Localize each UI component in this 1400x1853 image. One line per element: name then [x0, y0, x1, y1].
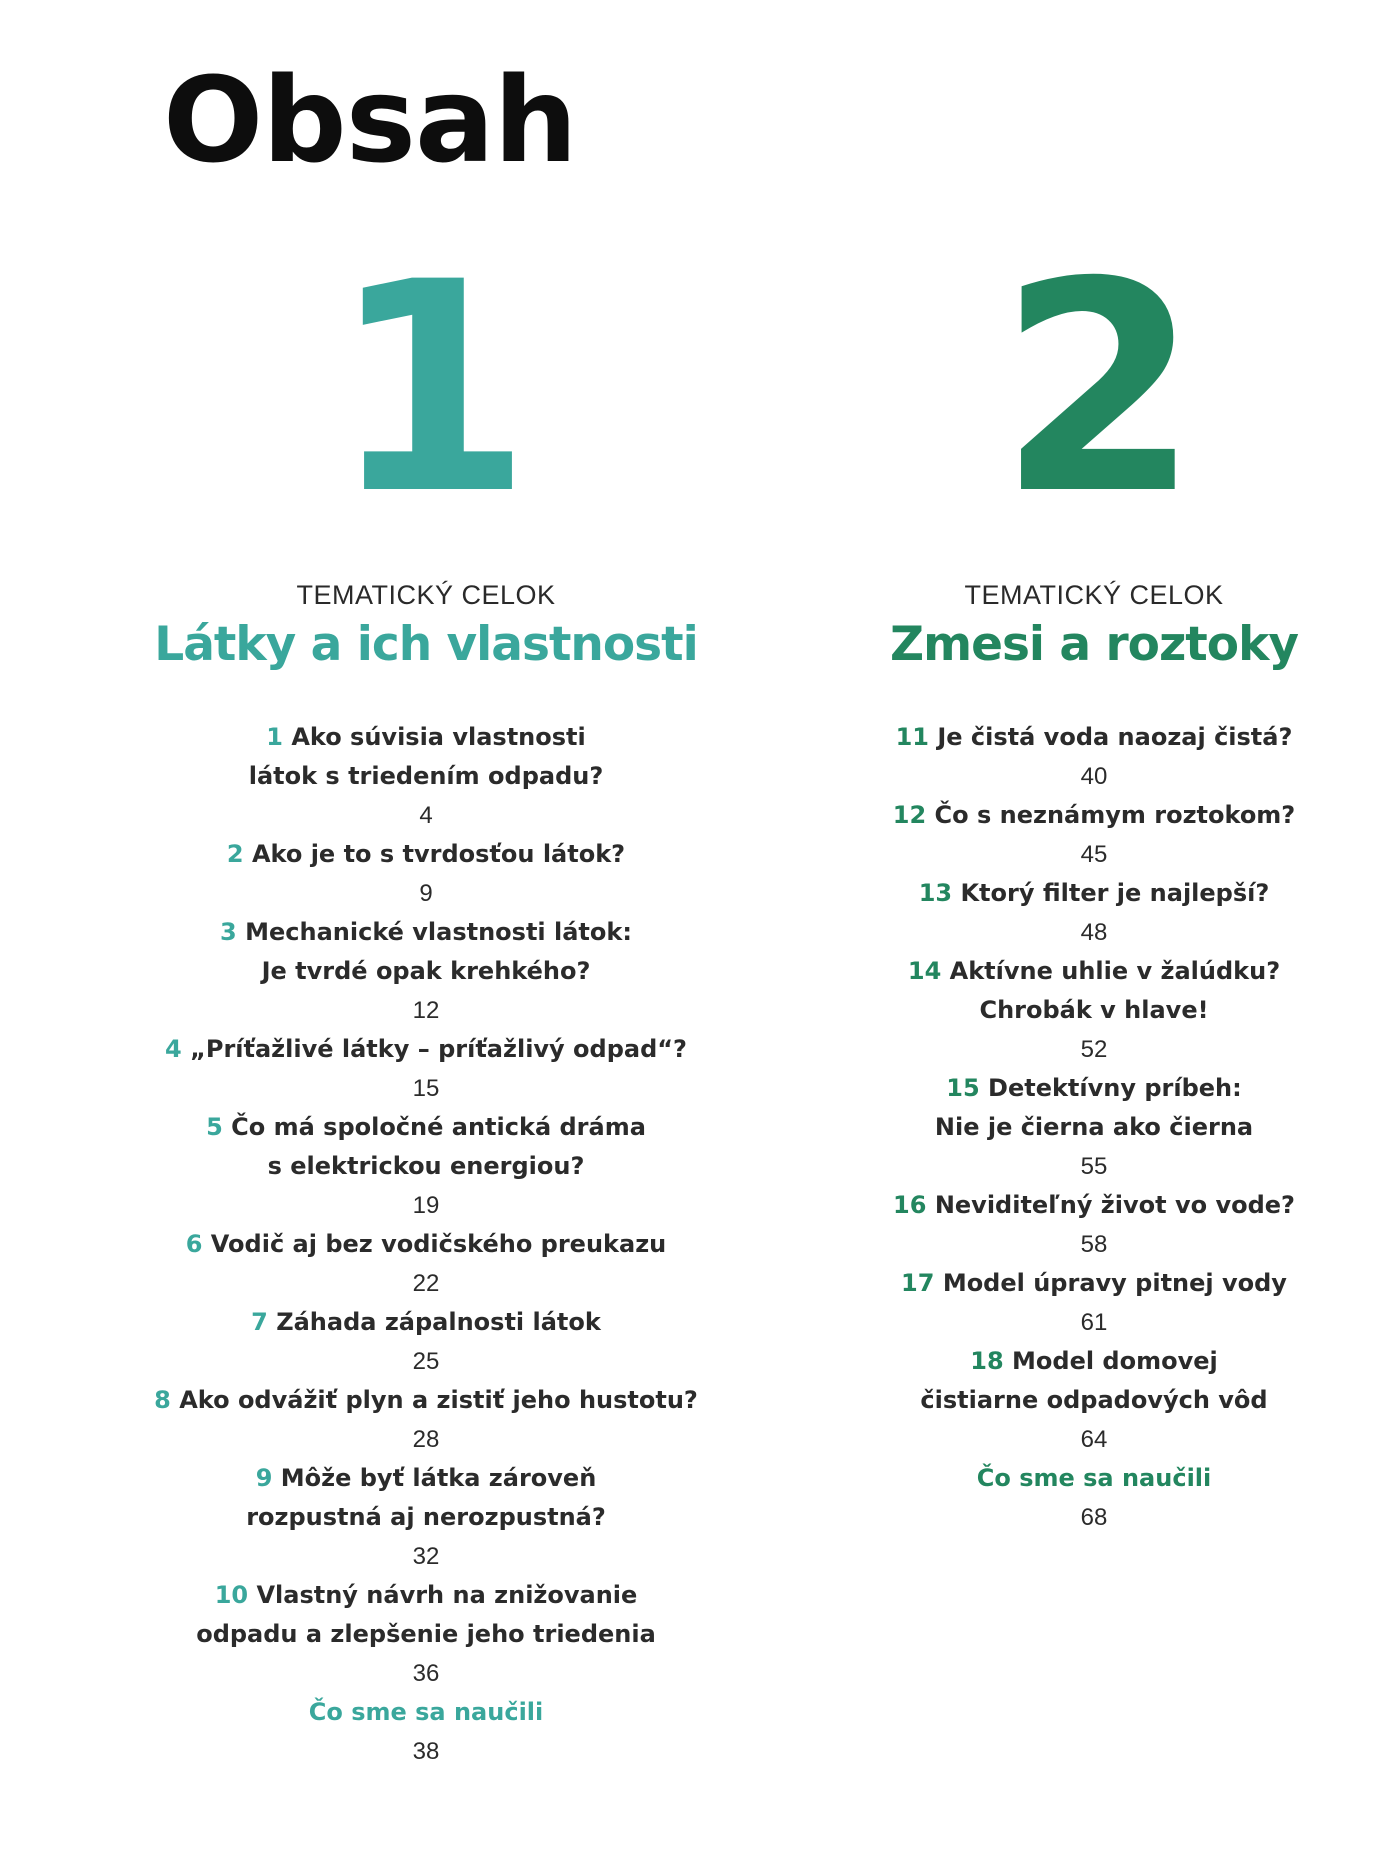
- toc-entry-line: [86, 913, 766, 952]
- toc-entry-page: 9: [419, 880, 433, 907]
- toc-entry-text: Je tvrdé opak krehkého?: [261, 957, 591, 985]
- toc-entry-title: [86, 1108, 766, 1186]
- unit-1-label: TEMATICKÝ CELOK: [296, 580, 556, 610]
- toc-entry-number: 15: [946, 1074, 980, 1102]
- toc-entry[interactable]: [86, 1225, 766, 1303]
- toc-entry-title: [86, 1303, 766, 1342]
- toc-entry-text: Nie je čierna ako čierna: [934, 1113, 1254, 1141]
- toc-entry-line: [86, 757, 766, 796]
- toc-entry-number: 14: [907, 957, 942, 985]
- toc-entry-text: Je čistá voda naozaj čistá?: [937, 723, 1293, 751]
- toc-entry[interactable]: [754, 1069, 1400, 1186]
- toc-entry-title: [86, 1381, 766, 1420]
- toc-entry[interactable]: [86, 1108, 766, 1225]
- toc-entry-title: [754, 1342, 1400, 1420]
- toc-entry-number: 12: [892, 801, 927, 829]
- toc-entry[interactable]: [754, 1186, 1400, 1264]
- toc-entry[interactable]: [86, 1381, 766, 1459]
- toc-entry[interactable]: [86, 913, 766, 1030]
- toc-entry-title: [86, 1225, 766, 1264]
- toc-entry-number: 16: [893, 1191, 927, 1219]
- toc-entry-page: 58: [1080, 1231, 1108, 1258]
- toc-entry-title: [754, 874, 1400, 913]
- toc-entry-title: [86, 718, 766, 796]
- toc-entry-text: s elektrickou energiou?: [267, 1152, 585, 1180]
- toc-entry-number: 9: [255, 1464, 273, 1492]
- toc-entry-page: 52: [1080, 1036, 1108, 1063]
- toc-entry-text: Môže byť látka zároveň: [280, 1464, 597, 1492]
- toc-entry-page: 64: [1080, 1426, 1108, 1453]
- toc-entry[interactable]: [754, 718, 1400, 796]
- toc-entry-number: 6: [185, 1230, 203, 1258]
- unit-2-summary-page: 68: [1080, 1504, 1108, 1531]
- toc-entry-text: Aktívne uhlie v žalúdku?: [949, 957, 1281, 985]
- toc-entry[interactable]: [754, 796, 1400, 874]
- toc-entry-page: 32: [412, 1543, 440, 1570]
- toc-entry-page: 48: [1080, 919, 1108, 946]
- toc-entry-line: [754, 952, 1400, 991]
- toc-entry-page: 28: [412, 1426, 440, 1453]
- toc-entry-title: [754, 718, 1400, 757]
- toc-entry-text: Čo má spoločné antická dráma: [231, 1113, 646, 1141]
- toc-entry-line: [754, 1381, 1400, 1420]
- unit-2-label: TEMATICKÝ CELOK: [964, 580, 1224, 610]
- toc-entry-page: 19: [412, 1192, 440, 1219]
- toc-entry-line: [86, 1147, 766, 1186]
- toc-entry[interactable]: [754, 952, 1400, 1069]
- toc-entry-number: 2: [226, 840, 244, 868]
- toc-entry-text: Model domovej: [1012, 1347, 1218, 1375]
- toc-entry-page: 45: [1080, 841, 1108, 868]
- toc-entry-text: látok s triedením odpadu?: [248, 762, 604, 790]
- toc-entry-title: [86, 913, 766, 991]
- toc-entry-text: Chrobák v hlave!: [979, 996, 1209, 1024]
- toc-entry-line: [754, 874, 1400, 913]
- toc-entry-line: [754, 796, 1400, 835]
- toc-entry-title: [754, 1069, 1400, 1147]
- toc-entry-page: 61: [1080, 1309, 1108, 1336]
- toc-entry-text: Ako súvisia vlastnosti: [291, 723, 586, 751]
- toc-entry-number: 17: [901, 1269, 935, 1297]
- toc-entry-page: 22: [412, 1270, 440, 1297]
- toc-entry-text: čistiarne odpadových vôd: [920, 1386, 1268, 1414]
- unit-1-summary-link[interactable]: Čo sme sa naučili: [308, 1698, 544, 1726]
- toc-entry-line: [86, 1030, 766, 1069]
- toc-entry-text: „Príťažlivé látky – príťažlivý odpad“?: [190, 1035, 687, 1063]
- toc-entry-text: Vodič aj bez vodičského preukazu: [210, 1230, 667, 1258]
- toc-entry-line: [86, 1498, 766, 1537]
- toc-entry-line: [86, 835, 766, 874]
- toc-entry[interactable]: [86, 1303, 766, 1381]
- unit-1-toc: [86, 718, 766, 1693]
- toc-entry-text: Čo s neznámym roztokom?: [934, 801, 1296, 829]
- toc-entry-title: [86, 1459, 766, 1537]
- unit-2-summary-link[interactable]: Čo sme sa naučili: [976, 1464, 1212, 1492]
- toc-entry-title: [754, 796, 1400, 835]
- toc-entry[interactable]: [86, 1030, 766, 1108]
- toc-entry-text: Mechanické vlastnosti látok:: [245, 918, 632, 946]
- toc-entry[interactable]: [754, 1342, 1400, 1459]
- toc-entry-title: [86, 835, 766, 874]
- toc-entry-text: odpadu a zlepšenie jeho triedenia: [196, 1620, 656, 1648]
- toc-entry-page: 40: [1080, 763, 1108, 790]
- toc-entry-number: 7: [251, 1308, 268, 1336]
- toc-entry-number: 10: [214, 1581, 249, 1609]
- toc-entry-page: 36: [412, 1660, 440, 1687]
- toc-entry-page: 4: [419, 802, 433, 829]
- unit-1-subtitle: Látky a ich vlastnosti: [154, 617, 698, 672]
- unit-2-column: [754, 221, 1400, 1537]
- toc-entry-page: 15: [412, 1075, 440, 1102]
- toc-entry[interactable]: [754, 1264, 1400, 1342]
- toc-entry-line: [86, 1225, 766, 1264]
- toc-entry-title: [86, 1030, 766, 1069]
- toc-entry-number: 5: [206, 1113, 223, 1141]
- toc-entry-line: [754, 991, 1400, 1030]
- toc-entry-number: 4: [165, 1035, 182, 1063]
- toc-entry-text: Model úpravy pitnej vody: [942, 1269, 1287, 1297]
- unit-1-column: [86, 221, 766, 1771]
- toc-entry-page: 12: [412, 997, 440, 1024]
- toc-entry[interactable]: [86, 1576, 766, 1693]
- toc-entry-line: [86, 1381, 766, 1420]
- toc-entry-line: [754, 1342, 1400, 1381]
- toc-entry-text: Záhada zápalnosti látok: [276, 1308, 601, 1336]
- unit-1-number: 1: [330, 221, 522, 558]
- toc-entry-line: [86, 1576, 766, 1615]
- toc-entry-number: 18: [970, 1347, 1004, 1375]
- toc-entry-text: Ktorý filter je najlepší?: [960, 879, 1270, 907]
- toc-entry-number: 8: [154, 1386, 171, 1414]
- unit-2-toc: [754, 718, 1400, 1459]
- toc-entry-line: [754, 1108, 1400, 1147]
- toc-entry-number: 1: [266, 723, 283, 751]
- toc-entry-text: Ako odvážiť plyn a zistiť jeho hustotu?: [179, 1386, 698, 1414]
- page-title: Obsah: [163, 51, 577, 189]
- toc-entry-line: [754, 1264, 1400, 1303]
- toc-entry-line: [754, 1069, 1400, 1108]
- toc-entry-line: [86, 1108, 766, 1147]
- unit-1-summary-page: 38: [412, 1738, 440, 1765]
- toc-entry-number: 13: [918, 879, 953, 907]
- toc-entry[interactable]: [86, 718, 766, 835]
- toc-entry-title: [754, 1264, 1400, 1303]
- unit-2-number: 2: [998, 221, 1190, 558]
- toc-entry-page: 25: [412, 1348, 440, 1375]
- toc-entry-text: Ako je to s tvrdosťou látok?: [251, 840, 626, 868]
- toc-entry-line: [86, 1303, 766, 1342]
- toc-entry[interactable]: [754, 874, 1400, 952]
- toc-entry-number: 3: [220, 918, 237, 946]
- toc-entry-title: [86, 1576, 766, 1654]
- toc-entry-text: Detektívny príbeh:: [988, 1074, 1242, 1102]
- toc-entry-title: [754, 1186, 1400, 1225]
- toc-entry-page: 55: [1080, 1153, 1108, 1180]
- toc-entry-line: [86, 952, 766, 991]
- toc-entry-text: rozpustná aj nerozpustná?: [246, 1503, 606, 1531]
- toc-entry-line: [754, 718, 1400, 757]
- toc-entry[interactable]: [86, 1459, 766, 1576]
- toc-entry-line: [754, 1186, 1400, 1225]
- toc-entry-text: Neviditeľný život vo vode?: [934, 1191, 1295, 1219]
- toc-entry-number: 11: [895, 723, 929, 751]
- toc-entry-line: [86, 718, 766, 757]
- unit-2-subtitle: Zmesi a roztoky: [890, 617, 1298, 672]
- toc-entry-title: [754, 952, 1400, 1030]
- toc-entry-line: [86, 1459, 766, 1498]
- toc-entry-line: [86, 1615, 766, 1654]
- toc-entry[interactable]: [86, 835, 766, 913]
- toc-entry-text: Vlastný návrh na znižovanie: [256, 1581, 638, 1609]
